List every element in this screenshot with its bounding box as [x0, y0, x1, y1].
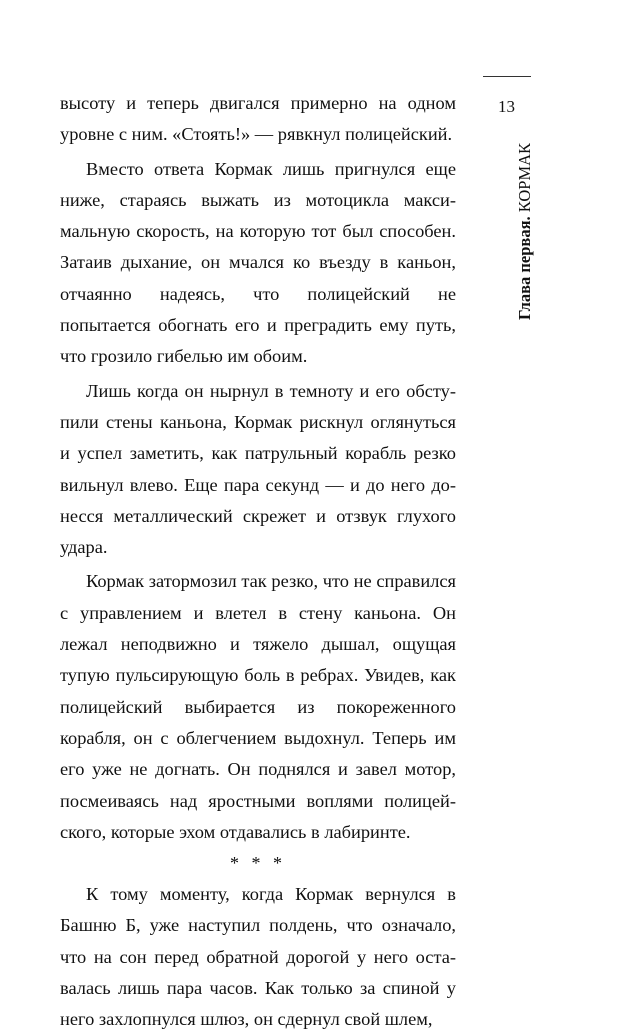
- chapter-title: КОРМАК: [515, 142, 534, 213]
- paragraph: Кормак затормозил так резко, что не справился с управлением и влетел в стену каньона. Он лежал неподвижно и тяжело дышал, ощущая тупую пульсирующую боль в ребрах. Увидев, как полицейский выбирается из покореженного корабля, он с облегчением выдохнул. Теперь им его уже не догнать. Он поднялся и завел мотор, посмеиваясь над яростными воплями полицейского, которые эхом отдавались в лабиринте.: [60, 571, 456, 842]
- running-head: [513, 120, 537, 320]
- paragraph: К тому моменту, когда Кормак вернулся в Башню Б, уже наступил полдень, что означало, что на сон перед обратной дорогой у него оставалась лишь пара часов. Как только за спиной у него захлопнулся шлюз, он сдернул свой шлем,: [60, 884, 456, 1030]
- paragraph: Вместо ответа Кормак лишь пригнулся еще ниже, стараясь выжать из мотоцикла максимальную скорость, на которую тот был способен. Затаив дыхание, он мчался ко въезду в каньон, отчаянно надеясь, что полицейский не попытается обогнать его и преградить ему путь, что грозило гибелью им обоим.: [60, 158, 456, 367]
- body-text: [60, 88, 456, 1036]
- section-separator: * * *: [230, 853, 286, 874]
- chapter-label: Глава первая.: [515, 216, 534, 320]
- header-rule: [483, 76, 531, 77]
- page-number: 13: [498, 97, 515, 116]
- paragraph-continued: высоту и теперь двигался примерно на одном уровне с ним. «Стоять!» — рявкнул полицейский.: [60, 93, 456, 145]
- paragraph: Лишь когда он нырнул в темноту и его обступили стены каньона, Кормак рискнул оглянуться и успел заметить, как патрульный корабль резко вильнул влево. Еще пара секунд — и до него донесся металлический скрежет и отзвук глухого удара.: [60, 380, 456, 558]
